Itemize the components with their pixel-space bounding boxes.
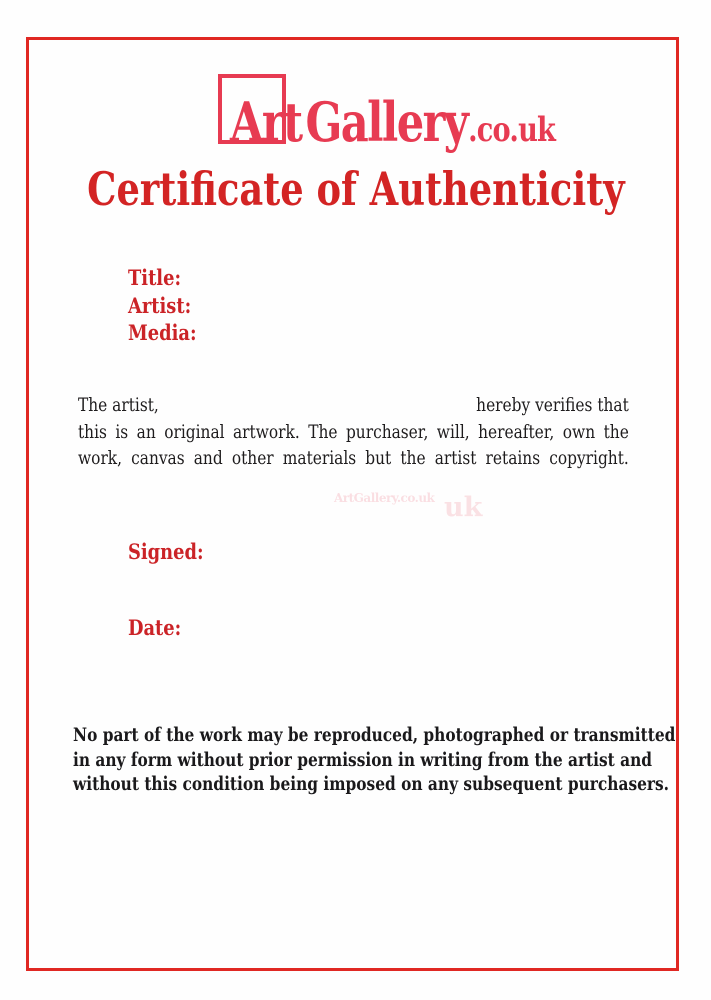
field-label-signed: Signed: (128, 539, 204, 564)
copyright-paragraph (73, 723, 676, 797)
declaration-artist-prefix: The artist, (78, 394, 159, 416)
field-label-title: Title: (128, 265, 182, 290)
logo-text-art: Art (230, 90, 302, 154)
field-label-artist: Artist: (128, 292, 192, 318)
declaration-line1 (78, 392, 629, 419)
showthrough-watermark-logo: ArtGallery.co.uk (334, 491, 435, 505)
field-label-date: Date: (128, 615, 182, 640)
declaration-paragraph (78, 392, 629, 472)
logo-text-suffix: .co.uk (468, 110, 556, 150)
artist-name-blank (159, 392, 476, 419)
title-row (0, 163, 711, 216)
logo-text-gallery: Gallery (305, 90, 468, 154)
copyright-line2: in any form without prior permission in writing from the artist and (73, 748, 653, 771)
declaration-verifies-text: hereby verifies that (476, 394, 629, 416)
field-label-media: Media: (128, 320, 197, 345)
declaration-line2: this is an original artwork. The purchaser, will, hereafter, own the (78, 420, 629, 443)
artwork-fields (128, 264, 197, 347)
copyright-line3: without this condition being imposed on any subsequent purchasers. (73, 773, 670, 795)
showthrough-watermark-uk: uk (444, 492, 483, 523)
copyright-line1: No part of the work may be reproduced, photographed or transmitted (73, 724, 676, 746)
certificate-title: Certificate of Authenticity (86, 162, 625, 216)
artgallery-logo (218, 74, 556, 160)
declaration-line3: work, canvas and other materials but the artist retains copyright. (78, 447, 629, 469)
logo-text (230, 90, 556, 154)
